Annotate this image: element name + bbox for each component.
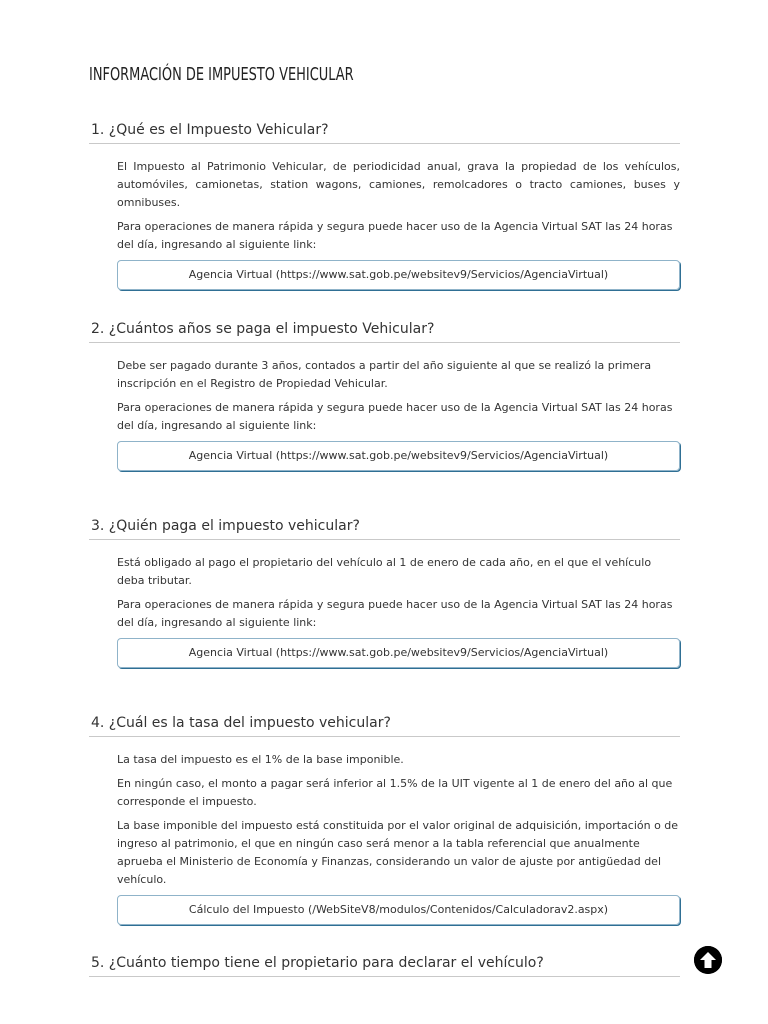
answer-body <box>117 343 680 471</box>
question-heading: 1. ¿Qué es el Impuesto Vehicular? <box>89 120 680 144</box>
agencia-virtual-link[interactable]: Agencia Virtual (https://www.sat.gob.pe/websitev9/Servicios/AgenciaVirtual) <box>117 638 680 668</box>
answer-paragraph: La base imponible del impuesto está constituida por el valor original de adquisición, importación o de ingreso al patrimonio, el que en ningún caso será menor a la tabla referencial que anualmente aprueba el Ministerio de Economía y Finanzas, considerando un valor de ajuste por antigüedad del vehículo. <box>117 819 679 886</box>
agencia-virtual-link[interactable]: Agencia Virtual (https://www.sat.gob.pe/websitev9/Servicios/AgenciaVirtual) <box>117 260 680 290</box>
faq-section-1 <box>89 120 680 290</box>
faq-section-5 <box>89 953 680 977</box>
answer-paragraph: Para operaciones de manera rápida y segura puede hacer uso de la Agencia Virtual SAT las 24 horas del día, ingresando al siguiente link: <box>117 220 673 251</box>
question-heading: 3. ¿Quién paga el impuesto vehicular? <box>89 516 680 540</box>
calculo-impuesto-link[interactable]: Cálculo del Impuesto (/WebSiteV8/modulos/Contenidos/Calculadorav2.aspx) <box>117 895 680 925</box>
answer-body <box>117 540 680 668</box>
agencia-virtual-link[interactable]: Agencia Virtual (https://www.sat.gob.pe/websitev9/Servicios/AgenciaVirtual) <box>117 441 680 471</box>
back-to-top-button[interactable] <box>694 946 722 974</box>
answer-paragraph: La tasa del impuesto es el 1% de la base imponible. <box>117 753 404 766</box>
answer-paragraph: Debe ser pagado durante 3 años, contados a partir del año siguiente al que se realizó la primera inscripción en el Registro de Propiedad Vehicular. <box>117 359 652 390</box>
answer-paragraph: El Impuesto al Patrimonio Vehicular, de periodicidad anual, grava la propiedad de los vehículos, automóviles, camionetas, station wagons, camiones, remolcadores o tracto camiones, buses y omnibuses. <box>117 160 680 209</box>
answer-paragraph: Para operaciones de manera rápida y segura puede hacer uso de la Agencia Virtual SAT las 24 horas del día, ingresando al siguiente link: <box>117 598 673 629</box>
answer-body <box>117 144 680 290</box>
answer-paragraph: Está obligado al pago el propietario del vehículo al 1 de enero de cada año, en el que el vehículo deba tributar. <box>117 556 652 587</box>
question-heading[interactable]: 5. ¿Cuánto tiempo tiene el propietario para declarar el vehículo? <box>89 953 680 977</box>
answer-paragraph: Para operaciones de manera rápida y segura puede hacer uso de la Agencia Virtual SAT las 24 horas del día, ingresando al siguiente link: <box>117 401 673 432</box>
answer-body <box>117 737 680 925</box>
faq-section-3 <box>89 516 680 668</box>
question-heading: 2. ¿Cuántos años se paga el impuesto Vehicular? <box>89 319 680 343</box>
faq-section-2 <box>89 319 680 471</box>
question-heading: 4. ¿Cuál es la tasa del impuesto vehicular? <box>89 713 680 737</box>
arrow-up-circle-icon <box>694 946 722 974</box>
faq-section-4 <box>89 713 680 925</box>
answer-paragraph: En ningún caso, el monto a pagar será inferior al 1.5% de la UIT vigente al 1 de enero del año al que corresponde el impuesto. <box>117 777 673 808</box>
page-title: INFORMACIÓN DE IMPUESTO VEHICULAR <box>89 64 354 85</box>
